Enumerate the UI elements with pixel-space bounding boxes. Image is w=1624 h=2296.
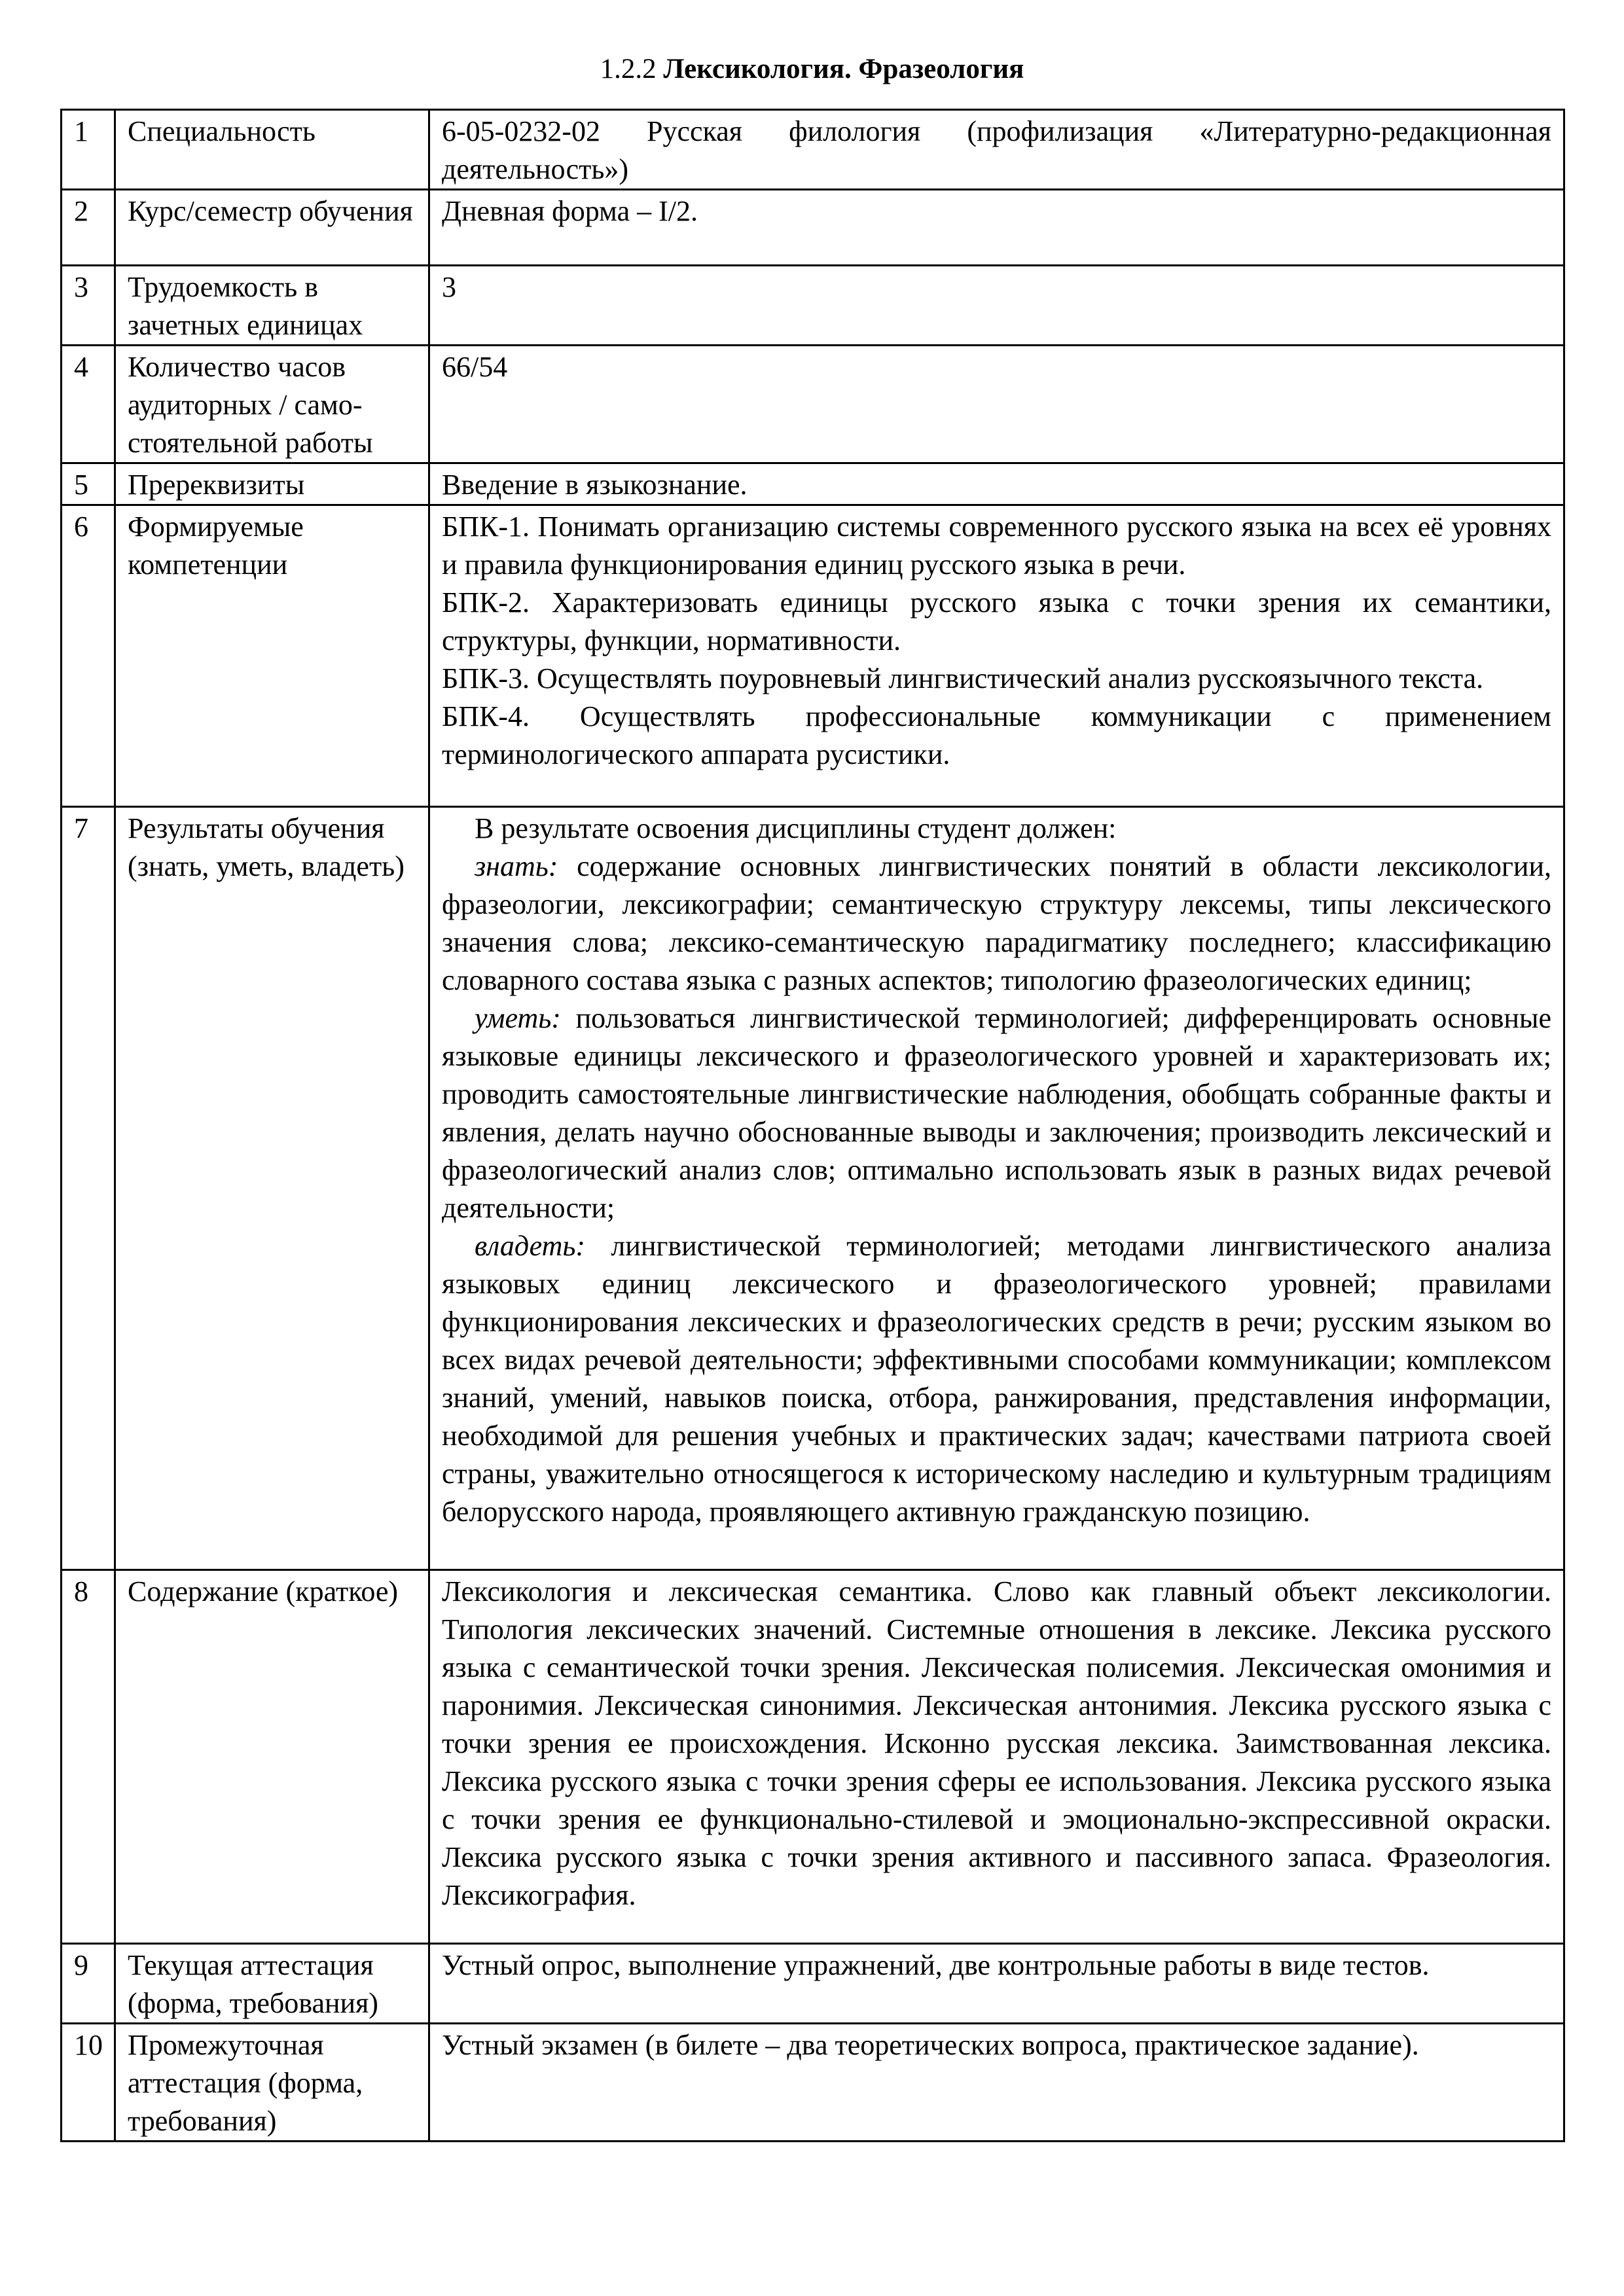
row-value: 3 [429, 266, 1564, 346]
section-title: Лексикология. Фразеология [663, 54, 1024, 84]
competency-item: БПК-1. Понимать организацию системы современного русского языка на всех её уровнях и правила функционирования единиц русского языка в речи. [442, 511, 1551, 581]
outcome-keyword: владеть: [475, 1230, 586, 1262]
row-label: Текущая аттестация (форма, требования) [115, 1944, 429, 2024]
row-number: 3 [62, 266, 115, 346]
competency-item: БПК-4. Осуществлять профессиональные коммуникации с применением терминологического аппарата русистики. [442, 700, 1551, 770]
outcome-text: содержание основных лингвистических понятий в области лексикологии, фразеологии, лексикографии; семантическую структуру лексемы, типы лексического значения слова; лексико-семантическую парадигматику последнего; классификацию словарного состава языка с разных аспектов; типологию фразеологических единиц; [442, 850, 1551, 996]
row-value: Лексикология и лексическая семантика. Слово как главный объект лексикологии. Типология лексических значений. Системные отношения в лексике. Лексика русского языка с семантической точки зрения. Лексическая полисемия. Лексическая омонимия и паронимия. Лексическая синонимия. Лексическая антонимия. Лексика русского языка с точки зрения ее происхождения. Исконно русская лексика. Заимствованная лексика. Лексика русского языка с точки зрения сферы ее использования. Лексика русского языка с точки зрения ее функционально-стилевой и эмоционально-экспрессивной окраски. Лексика русского языка с точки зрения активного и пассивного запаса. Фразеология. Лексикография. [429, 1570, 1564, 1944]
row-label: Количество часов аудиторных / само-стоятельной работы [115, 346, 429, 463]
learning-outcomes-cell [429, 807, 1564, 1570]
row-label: Пререквизиты [115, 463, 429, 505]
outcome-master [442, 1227, 1551, 1531]
competency-item: БПК-2. Характеризовать единицы русского языка с точки зрения их семантики, структуры, функции, нормативности. [442, 586, 1551, 656]
row-number: 6 [62, 505, 115, 807]
outcome-text: лингвистической терминологией; методами лингвистического анализа языковых единиц лексического и фразеологического уровней; правилами функционирования лексических и фразеологических средств в речи; русским языком во всех видах речевой деятельности; эффективными способами коммуникации; комплексом знаний, умений, навыков поиска, отбора, ранжирования, представления информации, необходимой для решения учебных и практических задач; качествами патриота своей страны, уважительно относящегося к историческому наследию и культурным традициям белорусского народа, проявляющего активную гражданскую позицию. [442, 1230, 1551, 1528]
row-value: Дневная форма – I/2. [429, 190, 1564, 266]
row-value: 6-05-0232-02 Русская филология (профилизация «Литературно-редакционная деятельность») [429, 110, 1564, 190]
table-row [62, 346, 1564, 463]
row-number: 8 [62, 1570, 115, 1944]
row-number: 7 [62, 807, 115, 1570]
table-row [62, 110, 1564, 190]
row-label: Формируемые компетенции [115, 505, 429, 807]
row-number: 4 [62, 346, 115, 463]
row-value: Устный опрос, выполнение упражнений, две контрольные работы в виде тестов. [429, 1944, 1564, 2024]
table-row [62, 1570, 1564, 1944]
row-number: 2 [62, 190, 115, 266]
row-label: Курс/семестр обучения [115, 190, 429, 266]
outcome-know [442, 848, 1551, 999]
table-row [62, 190, 1564, 266]
outcome-can [442, 999, 1551, 1227]
table-row [62, 2024, 1564, 2142]
row-label: Результаты обучения (знать, уметь, владеть) [115, 807, 429, 1570]
row-number: 1 [62, 110, 115, 190]
row-label: Промежуточная аттестация (форма, требования) [115, 2024, 429, 2142]
row-number: 5 [62, 463, 115, 505]
outcomes-intro: В результате освоения дисциплины студент должен: [475, 812, 1117, 844]
outcome-keyword: уметь: [475, 1002, 561, 1034]
row-value: 66/54 [429, 346, 1564, 463]
competencies-cell [429, 505, 1564, 807]
row-number: 10 [62, 2024, 115, 2142]
row-label: Специальность [115, 110, 429, 190]
table-row [62, 807, 1564, 1570]
row-label: Трудоемкость в зачетных единицах [115, 266, 429, 346]
row-number: 9 [62, 1944, 115, 2024]
section-number: 1.2.2 [600, 54, 657, 84]
table-row [62, 266, 1564, 346]
row-label: Содержание (краткое) [115, 1570, 429, 1944]
table-row [62, 1944, 1564, 2024]
table-row [62, 463, 1564, 505]
competency-item: БПК-3. Осуществлять поуровневый лингвистический анализ русскоязычного текста. [442, 662, 1484, 694]
outcome-text: пользоваться лингвистической терминологией; дифференцировать основные языковые единицы лексического и фразеологического уровней и характеризовать их; проводить самостоятельные лингвистические наблюдения, обобщать собранные факты и явления, делать научно обоснованные выводы и заключения; производить лексический и фразеологический анализ слов; оптимально использовать язык в разных видах речевой деятельности; [442, 1002, 1551, 1224]
row-value: Устный экзамен (в билете – два теоретических вопроса, практическое задание). [429, 2024, 1564, 2142]
syllabus-table [60, 109, 1565, 2142]
page-title [0, 51, 1624, 88]
table-row [62, 505, 1564, 807]
row-value: Введение в языкознание. [429, 463, 1564, 505]
outcome-keyword: знать: [475, 850, 558, 882]
